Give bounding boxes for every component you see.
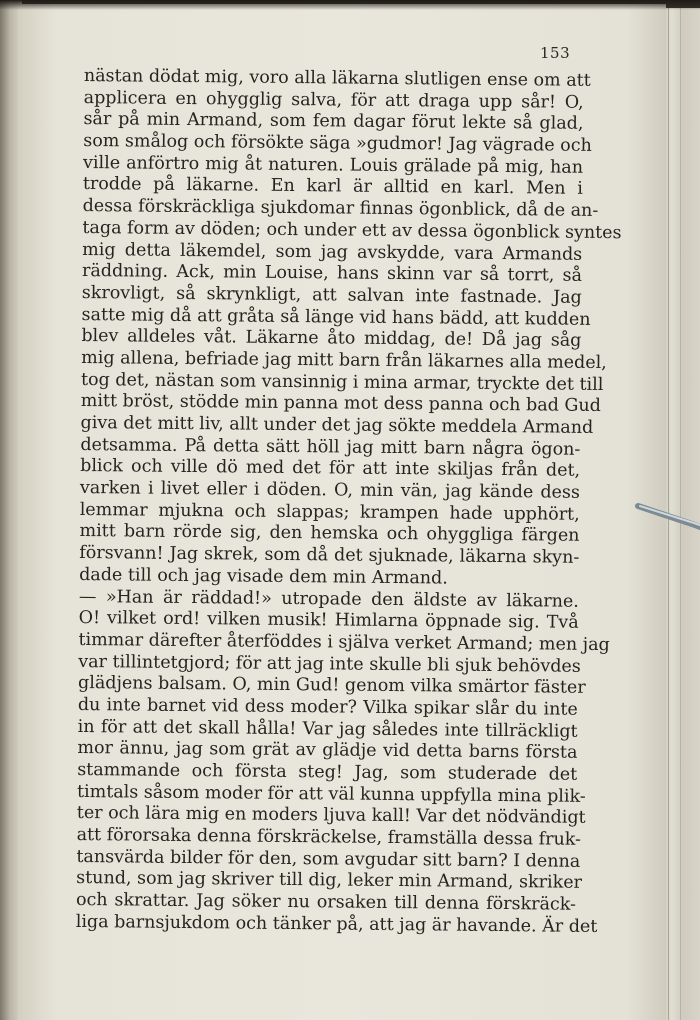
text-line: och skrattar. Jag söker nu orsaken till denna förskräck- [75,890,577,915]
text-line: du inte barnet vid dess moder? Vilka spikar slår du inte [77,694,578,720]
text-line: mitt barn rörde sig, den hemska och ohyggliga färgen [79,521,580,547]
paper-clip-icon [632,494,700,534]
text-line: mig allena, befriade jag mitt barn från läkarnes alla medel, [81,347,607,373]
text-line: mig detta läkemdel, som jag avskydde, vara Armands [82,239,583,265]
text-line: dessa förskräckliga sjukdomar finnas ögonblick, då de an- [82,196,599,222]
text-line: timtals såsom moder för att väl kunna uppfylla mina plik- [76,781,586,807]
top-shadow [0,0,700,10]
text-line: tansvärda bilder för den, som avgudar sitt barn? I denna [76,846,581,872]
text-line: varken i livet eller i döden. O, min vän, jag kände dess [79,478,581,503]
text-line: trodde på läkarne. En karl är alltid en karl. Men i [82,174,583,200]
text-line: att förorsaka denna förskräckelse, framställa dessa fruk- [76,825,582,850]
page-number: 153 [540,44,571,62]
text-line: tog det, nästan som vansinnig i mina armar, tryckte det till [80,369,604,395]
text-line: detsamma. På detta sätt höll jag mitt barn några ögon- [80,434,581,460]
text-line: satte mig då att gråta så länge vid hans bädd, att kudden [81,304,591,330]
text-line: O! vilket ord! vilken musik! Himlarna öppnade sig. Två [78,608,579,633]
text-line: räddning. Ack, min Louise, hans skinn var så torrt, så [81,261,583,286]
text-line: in för att det skall hålla! Var jag således inte tillräckligt [77,716,578,742]
text-line: applicera en ohygglig salva, för att draga upp sår! O, [83,87,584,113]
text-line: blick och ville dö med det för att inte skiljas från det, [80,456,581,482]
text-line: lemmar mjukna och slappas; krampen hade upphört, [79,499,580,525]
text-line: dade till och jag visade dem min Armand. [79,564,448,589]
text-line: ville anförtro mig åt naturen. Louis grälade på mig, han [82,152,584,178]
text-line: timmar därefter återföddes i själva verket Armand; men jag [78,629,610,655]
text-line: mor ännu, jag som grät av glädje vid detta barns första [77,738,578,764]
text-line: ter och lära mig en moders ljuva kall! Var det nödvändigt [76,803,586,829]
text-line: blev alldeles våt. Läkarne åto middag, de! Då jag såg [81,326,582,352]
text-line: nästan dödat mig, voro alla läkarna slutligen ense om att [83,66,591,91]
text-line: taga form av döden; och under ett av dessa ögonblick syntes [82,217,622,243]
body-text [75,66,622,938]
text-line: skrovligt, så skrynkligt, att salvan inte fastnade. Jag [81,282,582,308]
text-line: var tillintetgjord; för att jag inte skulle bli sjuk behövdes [78,651,581,677]
text-line: sår på min Armand, som fem dagar förut lekte så glad, [83,109,584,135]
text-line: stammande och första steg! Jag, som studerade det [77,759,578,785]
text-line: stund, som jag skriver till dig, leker min Armand, skriker [76,868,583,894]
text-line: glädjens balsam. O, min Gud! genom vilka smärtor fäster [77,673,586,699]
text-line: giva det mitt liv, allt under det jag sökte meddela Armand [80,412,594,438]
text-line: försvann! Jag skrek, som då det sjuknade, läkarna skyn- [79,543,580,568]
text-line: som smålog och försökte säga »gudmor! Jag vägrade och [83,131,592,156]
text-line: mitt bröst, stödde min panna mot dess panna och bad Gud [80,391,601,417]
text-line: liga barnsjukdom och tänker på, att jag är havande. Är det [75,911,598,937]
text-line: — »Han är räddad!» utropade den äldste av läkarne. [78,586,579,612]
